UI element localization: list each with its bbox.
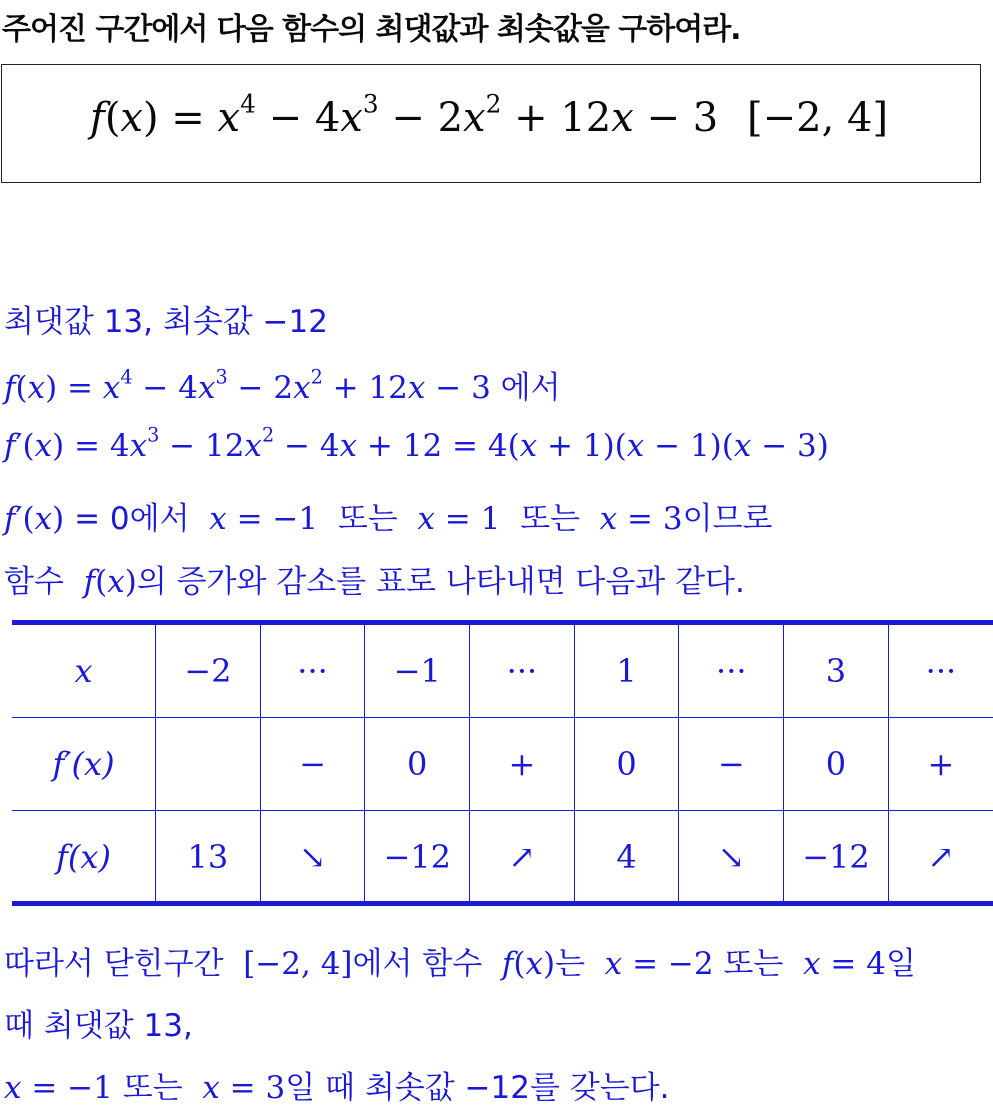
table-cell: 1 <box>574 625 679 718</box>
table-cell: f′(x) <box>12 718 156 811</box>
table-cell: 13 <box>156 811 261 904</box>
table-cell: −12 <box>784 811 889 904</box>
table-cell: −12 <box>365 811 470 904</box>
function-formula: $f(x) = x^4 - 4x^3 - 2x^2 + 12x - 3$ <box>90 89 719 141</box>
table-intro-line: 함수 f(x)의 증가와 감소를 표로 나타내면 다음과 같다. <box>4 564 745 600</box>
conclusion-line-1: 따라서 닫힌구간 [−2, 4]에서 함수 f(x)는 x = −2 또는 x = 4일 <box>4 946 916 982</box>
problem-prompt: 주어진 구간에서 다음 함수의 최댓값과 최솟값을 구하여라. <box>2 12 741 47</box>
table-cell: ↘ <box>679 811 784 904</box>
table-cell: 0 <box>784 718 889 811</box>
fx-suffix: 에서 <box>500 370 561 406</box>
table-cell <box>156 718 261 811</box>
table-cell: 0 <box>574 718 679 811</box>
table-cell: f(x) <box>12 811 156 904</box>
table-row-x <box>12 625 993 718</box>
table-cell: ↗ <box>888 811 993 904</box>
table-row-fprime <box>12 718 993 811</box>
table-cell: ↗ <box>470 811 575 904</box>
table-cell: −1 <box>365 625 470 718</box>
table-cell: ··· <box>679 625 784 718</box>
derivative-line: $f'(x) = 4x^3 - 12x^2 - 4x + 12 = 4(x + 1)(x - 1)(x - 3)$ <box>4 423 829 464</box>
table-row-fx <box>12 811 993 904</box>
table-cell: x <box>12 625 156 718</box>
table-cell: + <box>888 718 993 811</box>
table-cell: − <box>260 718 365 811</box>
table-cell: + <box>470 718 575 811</box>
table-cell: − <box>679 718 784 811</box>
or-text-2: 또는 <box>520 501 580 537</box>
conclusion-line-3: x = −1 또는 x = 3일 때 최솟값 −12를 갖는다. <box>4 1070 670 1106</box>
conclusion-line-2: 때 최댓값 13, <box>4 1008 193 1044</box>
table-bottom-rule <box>12 901 993 906</box>
table-cell: 0 <box>365 718 470 811</box>
increase-decrease-table <box>12 620 993 906</box>
table-cell: ··· <box>260 625 365 718</box>
table-cell: ↘ <box>260 811 365 904</box>
table-cell: 3 <box>784 625 889 718</box>
therefore-text: 이므로 <box>682 501 773 537</box>
table-cell: −2 <box>156 625 261 718</box>
table-cell: 4 <box>574 811 679 904</box>
table-cell: ··· <box>888 625 993 718</box>
table-cell: ··· <box>470 625 575 718</box>
critical-points-line: f′(x) = 0에서 x = −1 또는 x = 1 또는 x = 3이므로 <box>4 501 773 537</box>
solution-function-line: $f(x) = x^4 - 4x^3 - 2x^2 + 12x - 3$ 에서 <box>4 365 561 406</box>
interval: [−2, 4] <box>747 95 889 141</box>
f0-text: = 0에서 <box>74 501 190 537</box>
or-text-1: 또는 <box>337 501 398 537</box>
answer-line: 최댓값 13, 최솟값 −12 <box>4 304 328 340</box>
formula-box <box>1 64 981 183</box>
